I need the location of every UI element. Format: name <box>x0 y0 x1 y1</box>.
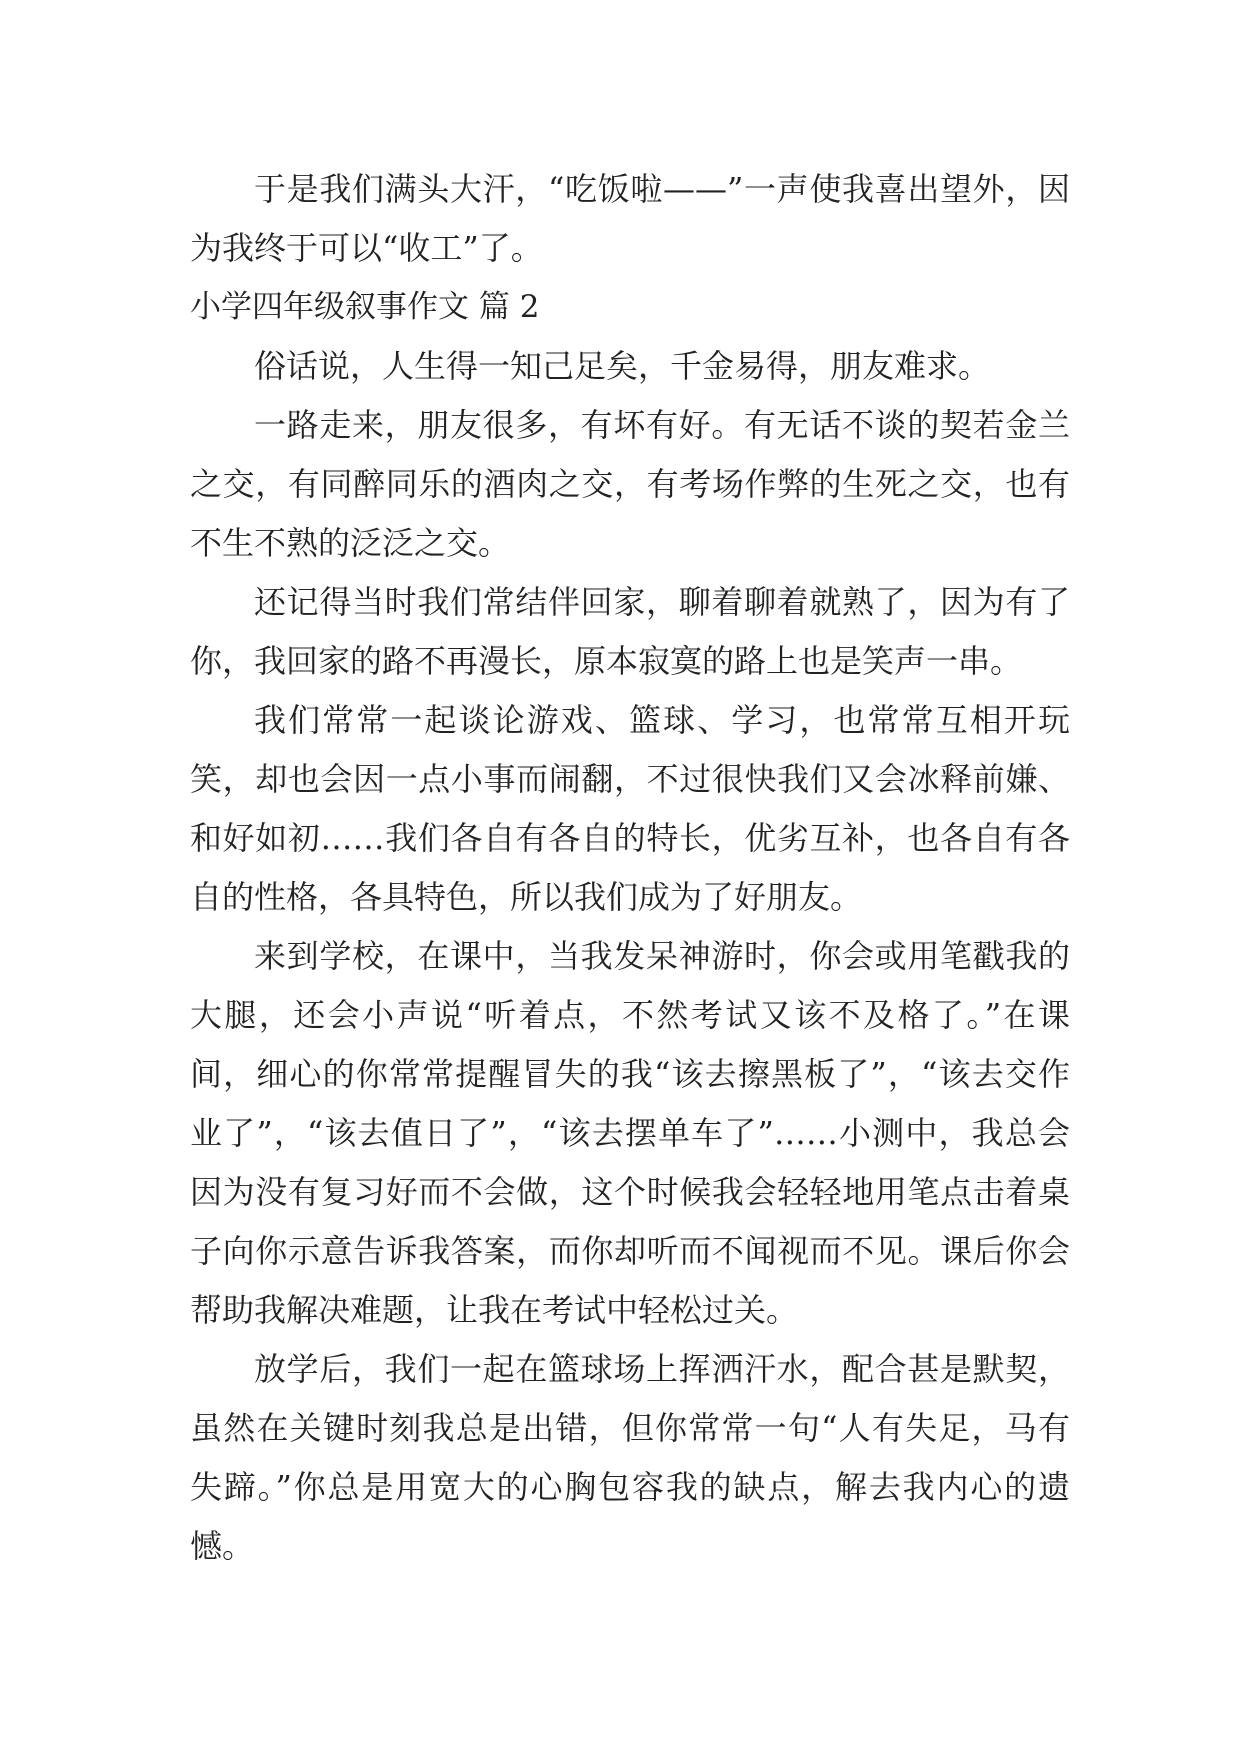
document-page <box>190 160 1070 1576</box>
paragraph: 我们常常一起谈论游戏、篮球、学习，也常常互相开玩笑，却也会因一点小事而闹翻，不过很快我们又会冰释前嫌、和好如初……我们各自有各自的特长，优劣互补，也各自有各自的性格，各具特色，所以我们成为了好朋友。 <box>190 701 1070 916</box>
paragraph: 来到学校，在课中，当我发呆神游时，你会或用笔戳我的大腿，还会小声说“听着点，不然考试又该不及格了。”在课间，细心的你常常提醒冒失的我“该去擦黑板了”，“该去交作业了”，“该去值日了”，“该去摆单车了”……小测中，我总会因为没有复习好而不会做，这个时候我会轻轻地用笔点击着桌子向你示意告诉我答案，而你却听而不闻视而不见。课后你会帮助我解决难题，让我在考试中轻松过关。 <box>190 937 1070 1329</box>
section-title: 小学四年级叙事作文 篇 2 <box>190 289 540 325</box>
paragraph: 于是我们满头大汗，“吃饭啦——”一声使我喜出望外，因为我终于可以“收工”了。 <box>190 170 1070 267</box>
paragraph: 一路走来，朋友很多，有坏有好。有无话不谈的契若金兰之交，有同醉同乐的酒肉之交，有考场作弊的生死之交，也有不生不熟的泛泛之交。 <box>190 406 1070 562</box>
paragraph: 俗话说，人生得一知己足矣，千金易得，朋友难求。 <box>254 347 991 385</box>
paragraph: 放学后，我们一起在篮球场上挥洒汗水，配合甚是默契，虽然在关键时刻我总是出错，但你常常一句“人有失足，马有失蹄。”你总是用宽大的心胸包容我的缺点，解去我内心的遗憾。 <box>190 1350 1070 1565</box>
paragraph: 还记得当时我们常结伴回家，聊着聊着就熟了，因为有了你，我回家的路不再漫长，原本寂寞的路上也是笑声一串。 <box>190 583 1070 680</box>
